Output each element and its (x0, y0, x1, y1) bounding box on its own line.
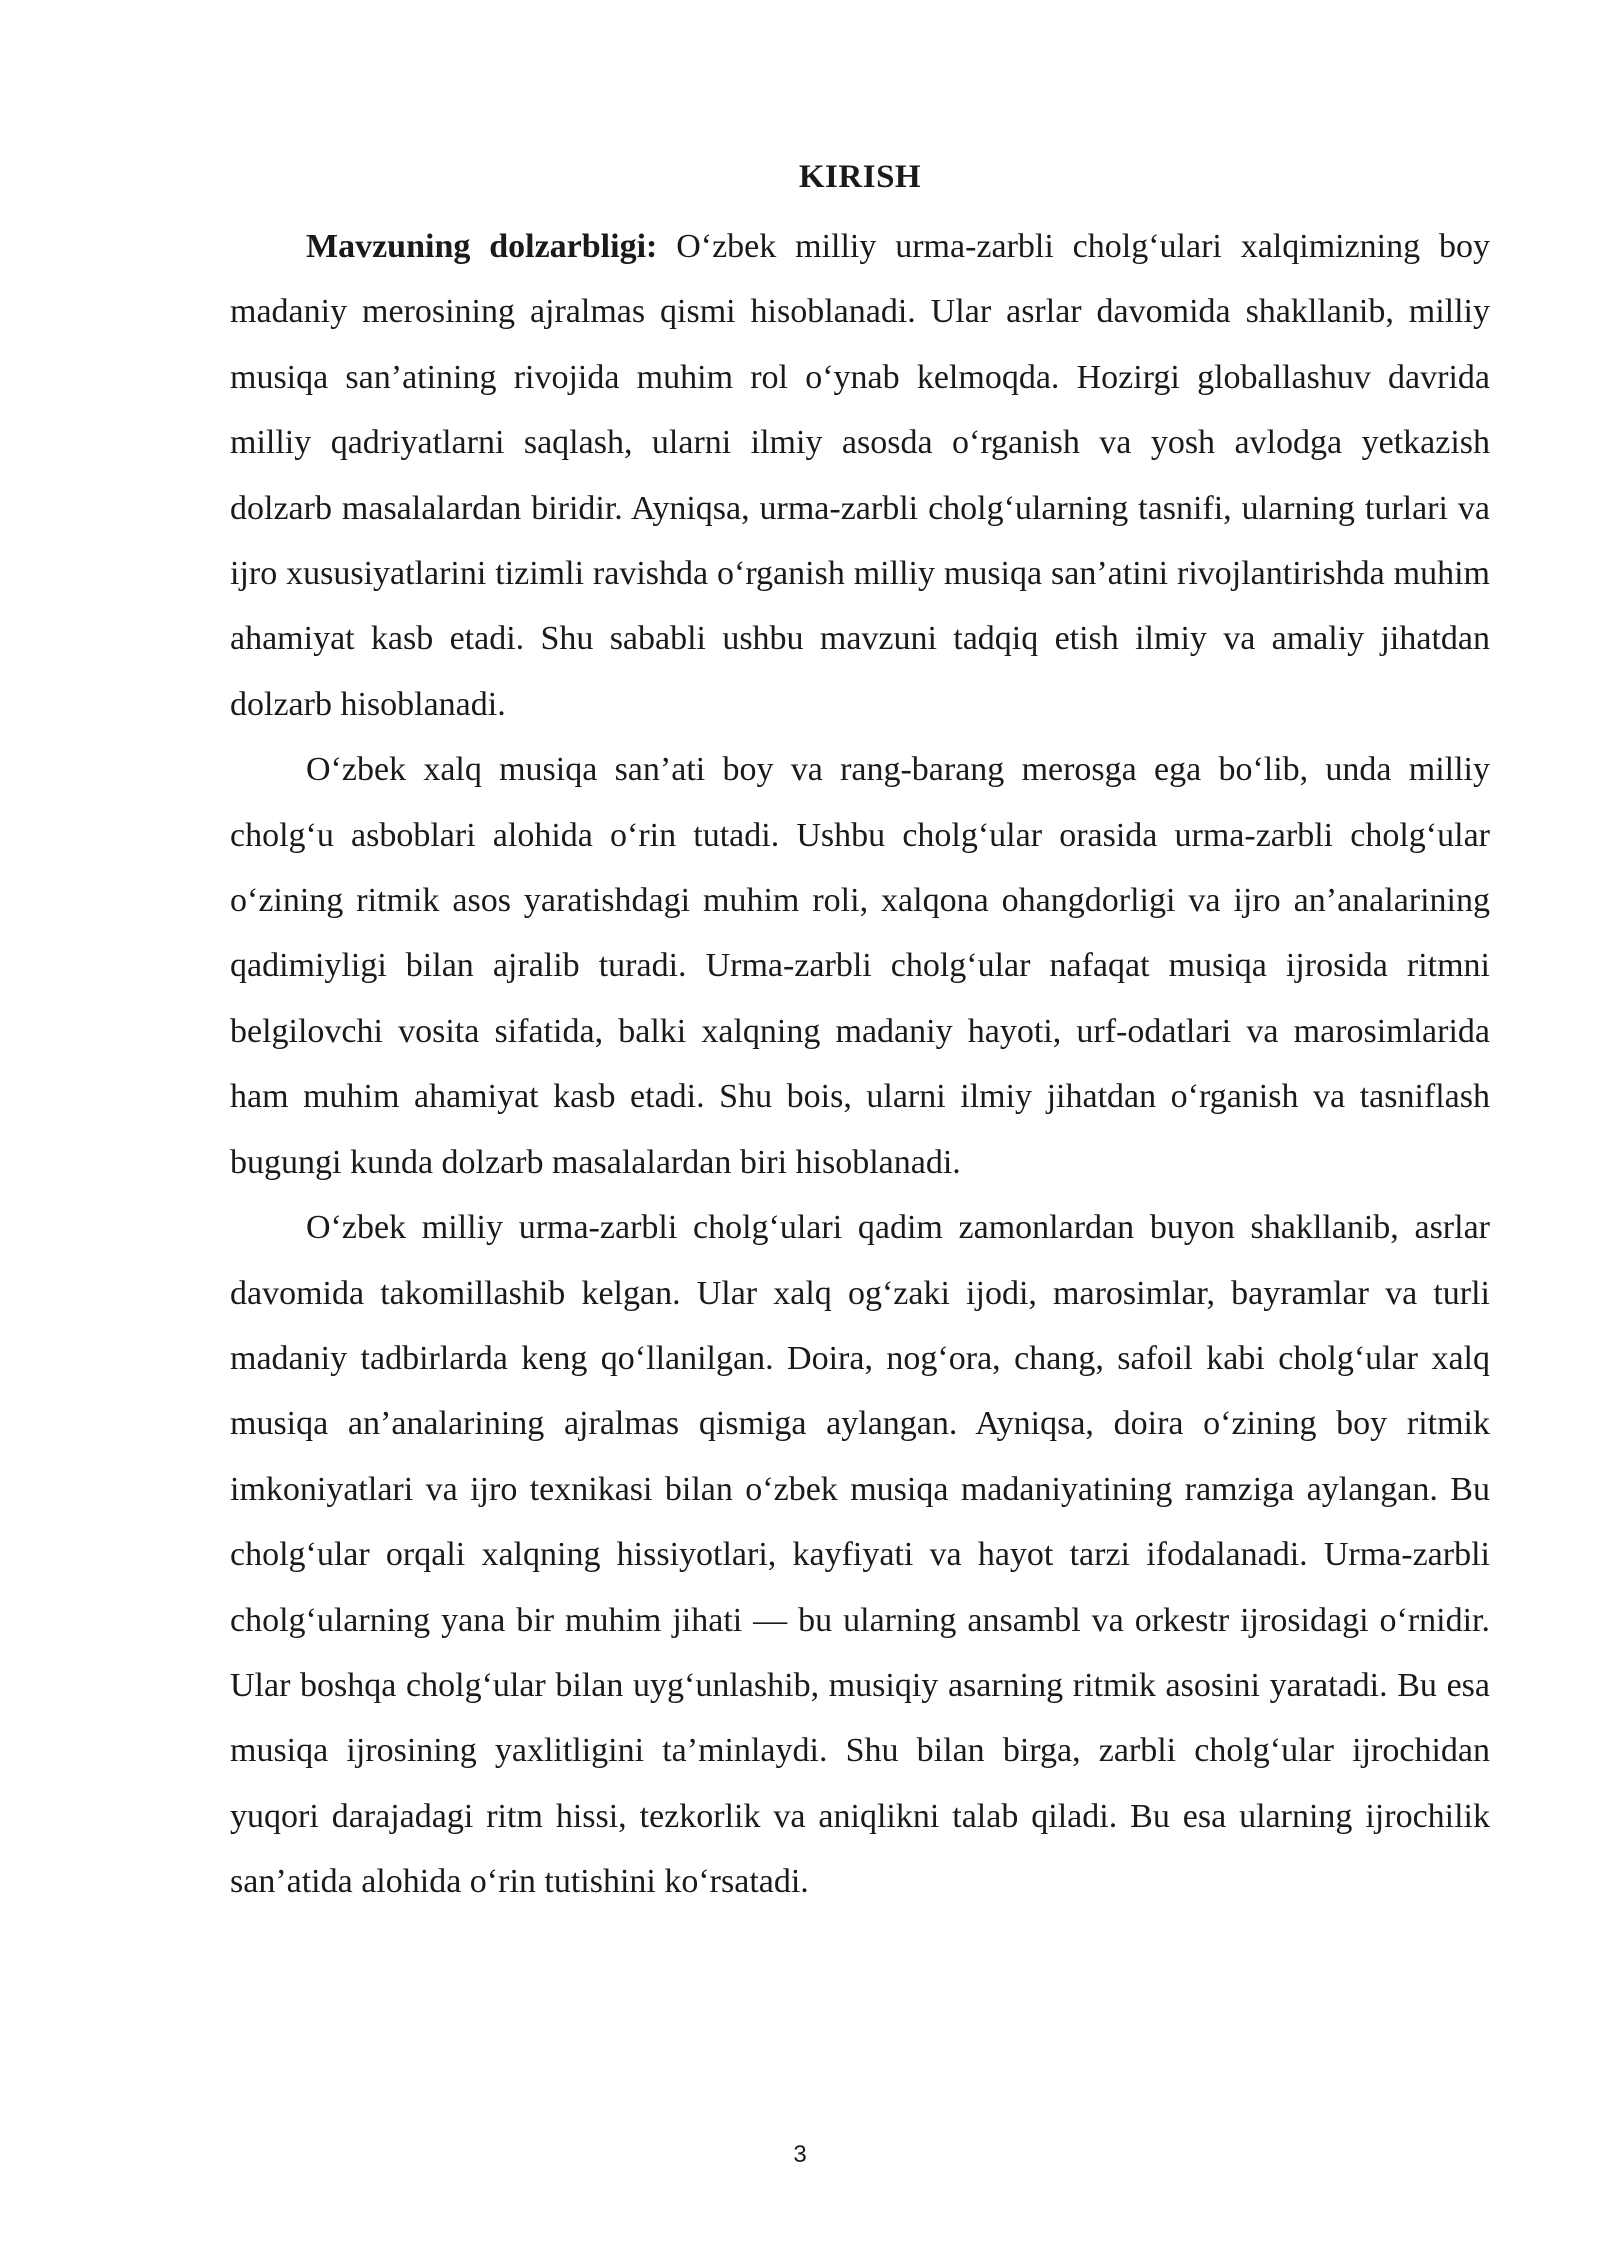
paragraph-heritage: O‘zbek xalq musiqa san’ati boy va rang-barang merosga ega bo‘lib, unda milliy cholg‘u asboblari alohida o‘rin tutadi. Ushbu cholg‘ular orasida urma-zarbli cholg‘ular o‘zining ritmik asos yaratishdagi muhim roli, xalqona ohangdorligi va ijro an’analarining qadimiyligi bilan ajralib turadi. Urma-zarbli cholg‘ular nafaqat musiqa ijrosida ritmni belgilovchi vosita sifatida, balki xalqning madaniy hayoti, urf-odatlari va marosimlarida ham muhim ahamiyat kasb etadi. Shu bois, ularni ilmiy jihatdan o‘rganish va tasniflash bugungi kunda dolzarb masalalardan biri hisoblanadi. (230, 751, 1490, 1181)
section-title: KIRISH (798, 159, 922, 195)
paragraph-lead-heading: Mavzuning dolzarbligi: (306, 228, 658, 265)
paragraph-text: O‘zbek milliy urma-zarbli cholg‘ulari xalqimizning boy madaniy merosining ajralmas qismi hisoblanadi. Ular asrlar davomida shakllanib, milliy musiqa san’atining rivojida muhim rol o‘ynab kelmoqda. Hozirgi globallashuv davrida milliy qadriyatlarni saqlash, ularni ilmiy asosda o‘rganish va yosh avlodga yetkazish dolzarb masalalardan biridir. Ayniqsa, urma-zarbli cholg‘ularning tasnifi, ularning turlari va ijro xususiyatlarini tizimli ravishda o‘rganish milliy musiqa san’atini rivojlantirishda muhim ahamiyat kasb etadi. Shu sababli ushbu mavzuni tadqiq etish ilmiy va amaliy jihatdan dolzarb hisoblanadi. (230, 228, 1490, 723)
paragraph-relevance (230, 214, 1490, 737)
page-number: 3 (793, 2141, 807, 2168)
paragraph-history: O‘zbek milliy urma-zarbli cholg‘ulari qadim zamonlardan buyon shakllanib, asrlar davomida takomillashib kelgan. Ular xalq og‘zaki ijodi, marosimlar, bayramlar va turli madaniy tadbirlarda keng qo‘llanilgan. Doira, nog‘ora, chang, safoil kabi cholg‘ular xalq musiqa an’analarining ajralmas qismiga aylangan. Ayniqsa, doira o‘zining boy ritmik imkoniyatlari va ijro texnikasi bilan o‘zbek musiqa madaniyatining ramziga aylangan. Bu cholg‘ular orqali xalqning hissiyotlari, kayfiyati va hayot tarzi ifodalanadi. Urma-zarbli cholg‘ularning yana bir muhim jihati — bu ularning ansambl va orkestr ijrosidagi o‘rnidir. Ular boshqa cholg‘ular bilan uyg‘unlashib, musiqiy asarning ritmik asosini yaratadi. Bu esa musiqa ijrosining yaxlitligini ta’minlaydi. Shu bilan birga, zarbli cholg‘ular ijrochidan yuqori darajadagi ritm hissi, tezkorlik va aniqlikni talab qiladi. Bu esa ularning ijrochilik san’atida alohida o‘rin tutishini ko‘rsatadi. (230, 1209, 1490, 1901)
page-body (230, 150, 1490, 1915)
